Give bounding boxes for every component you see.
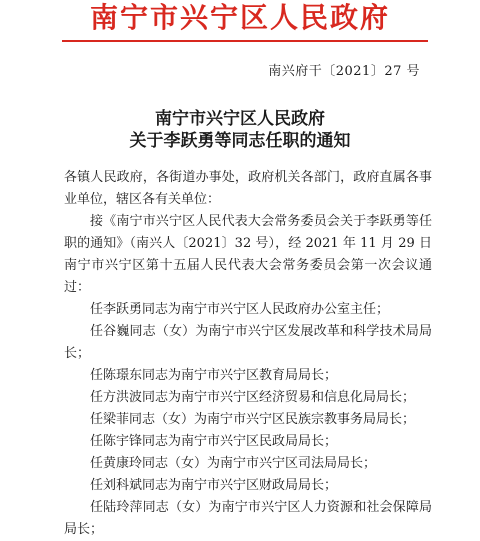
- appointment-item: 任梁菲同志（女）为南宁市兴宁区民族宗教事务局局长；: [90, 412, 416, 427]
- intro-paragraph: 接《南宁市兴宁区人民代表大会常务委员会关于李跃勇等任职的通知》（南兴人〔2021〕32 号），经 2021 年 11 月 29 日南宁市兴宁区第十五届人民代表大会常务委员会第一次会议通过：: [64, 214, 432, 295]
- appointment-item: 任刘科斌同志为南宁市兴宁区财政局局长；: [90, 478, 338, 493]
- notice-title-line-2: 关于李跃勇等同志任职的通知: [129, 131, 351, 151]
- appointment-item: 任谷巍同志（女）为南宁市兴宁区发展改革和科学技术局局长；: [64, 324, 432, 361]
- appointment-item: 任方洪波同志为南宁市兴宁区经济贸易和信息化局局长；: [90, 390, 416, 405]
- notice-title-line-1: 南宁市兴宁区人民政府: [155, 109, 325, 129]
- notice-body: [64, 167, 432, 541]
- appointment-item: 任陈宇锋同志为南宁市兴宁区民政局局长；: [90, 434, 338, 449]
- red-separator-rule: [62, 40, 428, 42]
- addressee-paragraph: 各镇人民政府，各街道办事处，政府机关各部门，政府直属各事业单位，辖区各有关单位：: [64, 170, 432, 207]
- appointment-item: 任黄康玲同志（女）为南宁市兴宁区司法局局长；: [90, 456, 377, 471]
- appointment-item: 任陆玲萍同志（女）为南宁市兴宁区人力资源和社会保障局局长；: [64, 500, 432, 537]
- masthead-title: 南宁市兴宁区人民政府: [89, 1, 390, 34]
- document-number: 南兴府干〔2021〕27 号: [268, 64, 420, 79]
- appointment-item: 任陈璟东同志为南宁市兴宁区教育局局长；: [90, 368, 338, 383]
- appointment-item: 任李跃勇同志为南宁市兴宁区人民政府办公室主任；: [90, 302, 390, 317]
